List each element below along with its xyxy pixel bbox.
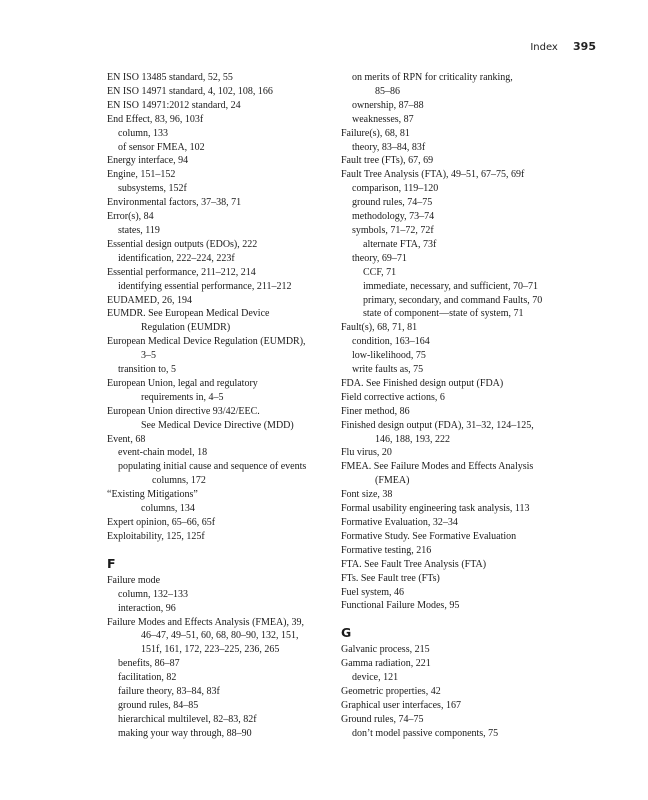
index-entry: ground rules, 74–75 [352, 197, 433, 209]
index-entry: ownership, 87–88 [352, 99, 424, 111]
index-entry: columns, 172 [152, 475, 206, 487]
index-entry: ground rules, 84–85 [118, 699, 199, 711]
index-entry: Exploitability, 125, 125f [107, 530, 205, 542]
index-entry: Error(s), 84 [107, 211, 154, 223]
index-entry: EN ISO 14971 standard, 4, 102, 108, 166 [107, 85, 273, 97]
index-entry: European Union, legal and regulatory [107, 377, 258, 389]
page-number: 395 [573, 40, 596, 53]
index-entry: 151f, 161, 172, 223–225, 236, 265 [141, 644, 280, 656]
index-letter-heading: G [341, 625, 352, 641]
index-entry: 46–47, 49–51, 60, 68, 80–90, 132, 151, [141, 630, 299, 642]
index-entry: failure theory, 83–84, 83f [118, 686, 220, 698]
index-entry: of sensor FMEA, 102 [118, 141, 205, 153]
index-entry: Gamma radiation, 221 [341, 658, 431, 670]
index-entry: Functional Failure Modes, 95 [341, 600, 460, 612]
index-entry: theory, 69–71 [352, 252, 407, 264]
index-entry: on merits of RPN for criticality ranking, [352, 72, 513, 83]
index-entry: column, 132–133 [118, 588, 188, 600]
index-entry: theory, 83–84, 83f [352, 141, 426, 153]
index-entry: Geometric properties, 42 [341, 686, 441, 698]
index-entry: Graphical user interfaces, 167 [341, 699, 461, 711]
index-entry: methodology, 73–74 [352, 211, 435, 223]
index-entry: hierarchical multilevel, 82–83, 82f [118, 713, 257, 725]
index-entry: interaction, 96 [118, 602, 176, 614]
index-entry: Event, 68 [107, 433, 146, 445]
index-entry: condition, 163–164 [352, 336, 430, 348]
index-entry: “Existing Mitigations” [107, 489, 198, 501]
index-entry: Regulation (EUMDR) [141, 322, 231, 334]
index-letter-heading: F [107, 555, 116, 571]
index-entry: Ground rules, 74–75 [341, 713, 424, 725]
index-entry: Flu virus, 20 [341, 447, 392, 459]
index-entry: event-chain model, 18 [118, 447, 208, 459]
index-entry: low-likelihood, 75 [352, 350, 426, 362]
index-entry: See Medical Device Directive (MDD) [141, 419, 294, 431]
index-entry: Expert opinion, 65–66, 65f [107, 517, 216, 528]
index-entry: FDA. See Finished design output (FDA) [341, 377, 504, 389]
index-entry: Formative Evaluation, 32–34 [341, 517, 458, 528]
index-entry: state of component—state of system, 71 [363, 308, 524, 320]
index-entry: (FMEA) [375, 475, 410, 487]
index-entry: column, 133 [118, 127, 168, 139]
index-entry: transition to, 5 [118, 364, 177, 376]
index-entry: Field corrective actions, 6 [341, 391, 445, 403]
index-entry: making your way through, 88–90 [118, 727, 252, 739]
index-entry: FMEA. See Failure Modes and Effects Analysis [341, 461, 534, 473]
index-entry: Failure mode [107, 574, 161, 586]
index-entry: EN ISO 13485 standard, 52, 55 [107, 72, 233, 83]
index-entry: identification, 222–224, 223f [118, 252, 235, 264]
index-entry: Energy interface, 94 [107, 155, 189, 167]
index-entry: symbols, 71–72, 72f [352, 224, 434, 236]
index-entry: Failure Modes and Effects Analysis (FMEA), 39, [107, 616, 305, 628]
index-entry: FTA. See Fault Tree Analysis (FTA) [341, 558, 487, 570]
index-entry: Fault(s), 68, 71, 81 [341, 322, 418, 334]
index-entry: European Medical Device Regulation (EUMDR), [107, 336, 306, 348]
index-entry: Essential design outputs (EDOs), 222 [107, 238, 258, 250]
index-entry: Environmental factors, 37–38, 71 [107, 197, 242, 209]
index-entry: Engine, 151–152 [107, 169, 176, 181]
index-entry: EN ISO 14971:2012 standard, 24 [107, 99, 241, 111]
index-entry: weaknesses, 87 [352, 113, 414, 125]
index-entry: benefits, 86–87 [118, 658, 180, 670]
index-column-left [107, 71, 355, 741]
index-column-right [341, 71, 589, 741]
index-entry: don’t model passive components, 75 [352, 727, 499, 739]
index-entry: Galvanic process, 215 [341, 644, 430, 656]
index-entry: Formal usability engineering task analysis, 113 [341, 503, 530, 515]
index-entry: 3–5 [141, 350, 156, 362]
index-entry: European Union directive 93/42/EEC. [107, 405, 260, 417]
index-entry: Font size, 38 [341, 489, 393, 501]
index-entry: facilitation, 82 [118, 672, 177, 684]
index-entry: columns, 134 [141, 503, 195, 515]
index-entry: states, 119 [118, 224, 160, 236]
index-entry: comparison, 119–120 [352, 183, 439, 195]
index-entry: Finished design output (FDA), 31–32, 124–125, [341, 419, 534, 431]
index-entry: Formative Study. See Formative Evaluation [341, 530, 517, 542]
index-entry: Essential performance, 211–212, 214 [107, 266, 256, 278]
index-entry: CCF, 71 [363, 266, 397, 278]
index-entry: End Effect, 83, 96, 103f [107, 113, 204, 125]
running-head-title: Index [530, 42, 558, 53]
index-entry: immediate, necessary, and sufficient, 70–71 [363, 280, 538, 292]
index-entry: Fault tree (FTs), 67, 69 [341, 155, 434, 167]
index-entry: subsystems, 152f [118, 183, 187, 195]
index-entry: device, 121 [352, 672, 399, 684]
index-entry: Finer method, 86 [341, 405, 410, 417]
index-entry: Fuel system, 46 [341, 586, 405, 598]
index-entry: alternate FTA, 73f [363, 238, 437, 250]
index-entry: populating initial cause and sequence of events [118, 461, 307, 473]
index-entry: EUMDR. See European Medical Device [107, 308, 270, 320]
index-entry: Formative testing, 216 [341, 544, 432, 556]
running-head [530, 40, 596, 53]
index-entry: 146, 188, 193, 222 [375, 433, 450, 445]
index-entry: FTs. See Fault tree (FTs) [341, 572, 440, 584]
index-entry: Fault Tree Analysis (FTA), 49–51, 67–75, 69f [341, 169, 525, 181]
index-entry: identifying essential performance, 211–212 [118, 280, 292, 292]
index-entry: Failure(s), 68, 81 [341, 127, 410, 139]
index-entry: EUDAMED, 26, 194 [107, 294, 192, 306]
index-entry: primary, secondary, and command Faults, 70 [363, 294, 543, 306]
index-entry: 85–86 [375, 85, 400, 97]
index-entry: requirements in, 4–5 [141, 391, 224, 403]
index-entry: write faults as, 75 [352, 364, 424, 376]
